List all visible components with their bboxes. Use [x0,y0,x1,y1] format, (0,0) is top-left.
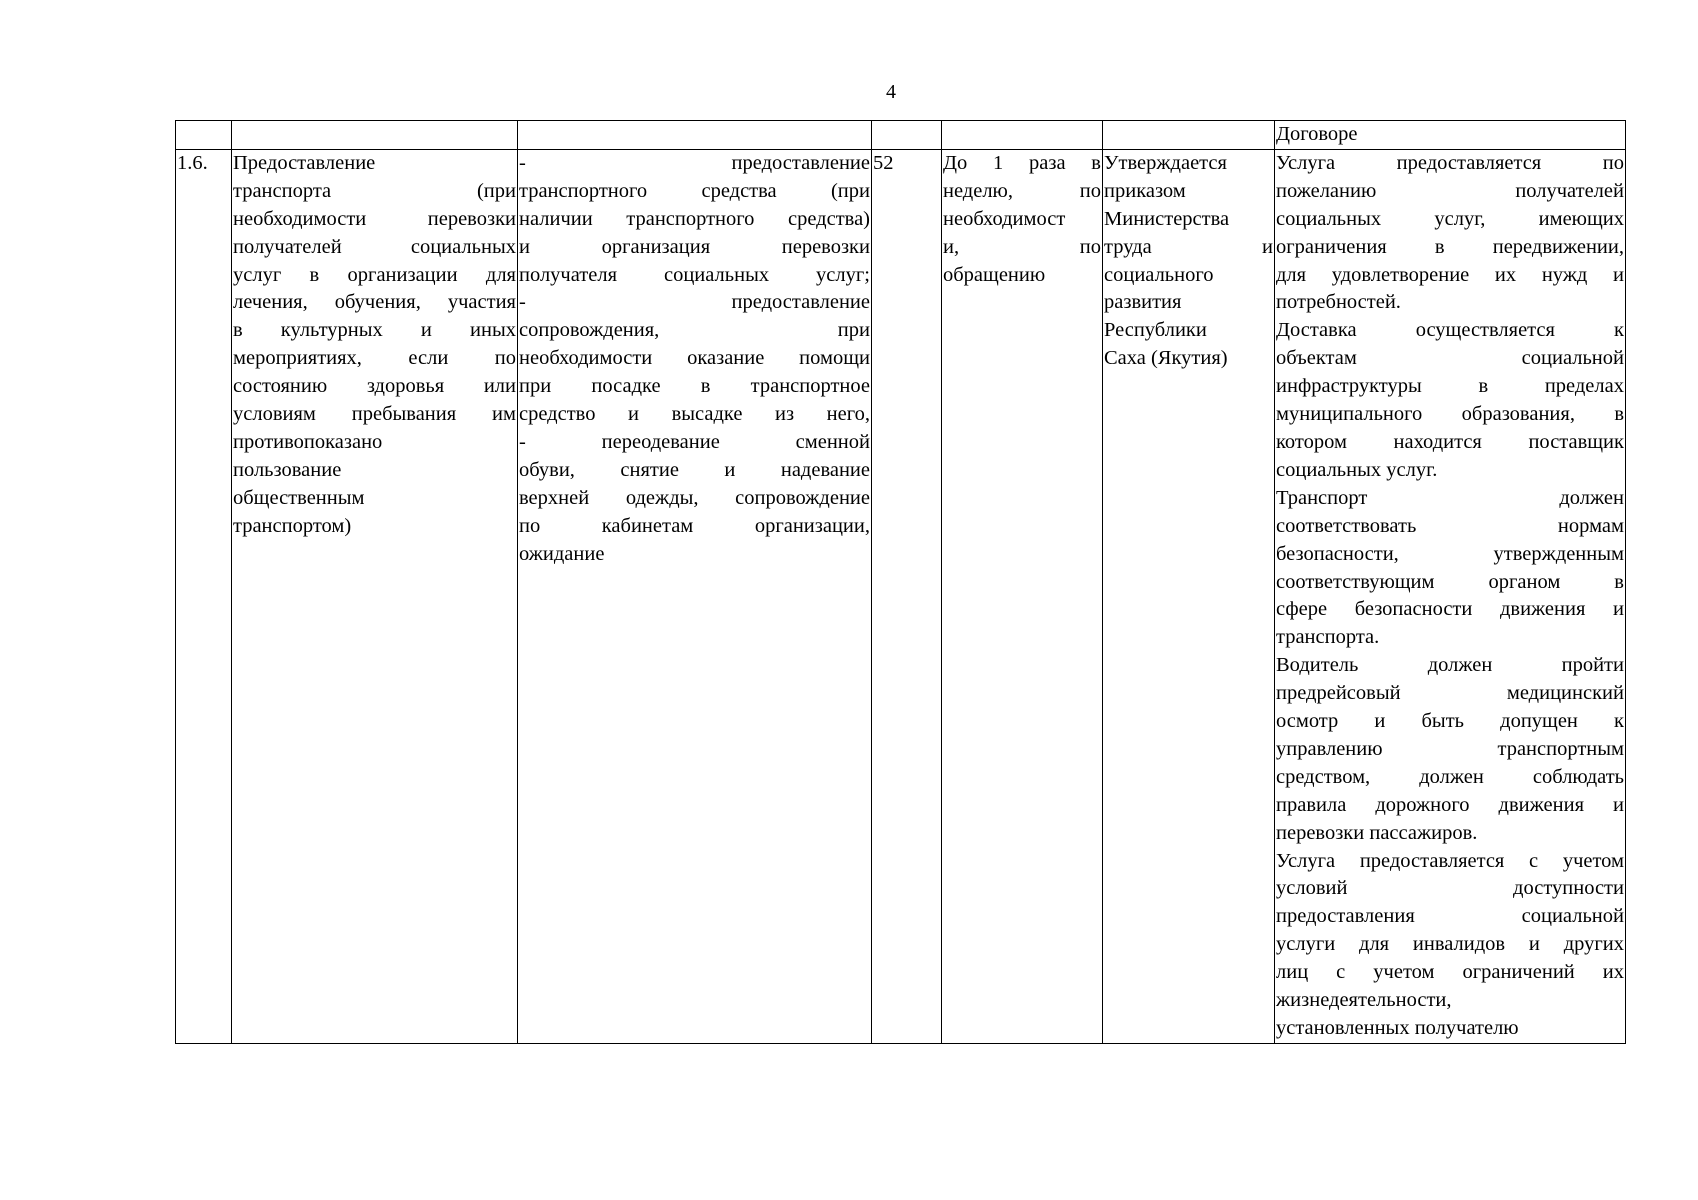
text-line: - переодевание сменной [519,430,870,453]
text-line: До 1 раза в [943,151,1101,174]
text-line: обуви, снятие и надевание [519,458,870,481]
text-line: при посадке в транспортное [519,375,870,398]
text-line: средством, должен соблюдать [1276,765,1624,788]
text-line: мероприятиях, если по [233,347,516,370]
condition-paragraph [1276,848,1624,1043]
text-line: установленных получателю [1276,1017,1519,1039]
text-line: труда и [1104,235,1273,258]
text-line: ожидание [519,542,605,565]
text-line: Услуга предоставляется по [1276,151,1624,174]
text-line: Предоставление [233,151,376,174]
service-row [176,149,1626,1043]
text-line: для удовлетворение их нужд и [1276,263,1624,286]
text-line: пользование [233,458,342,481]
tariff-cell [1103,149,1275,1043]
text-line: транспорта. [1276,626,1380,649]
text-line: - предоставление [519,151,870,174]
text-line: предоставления социальной [1276,905,1624,928]
text-line: развития [1104,291,1182,314]
text-line: необходимости перевозки [233,207,516,230]
text-line: необходимост [943,207,1066,230]
cell-empty-5 [942,121,1103,150]
text-line: лечения, обучения, участия [233,291,516,314]
text-line: транспортом) [233,514,352,537]
text-line: условиям пребывания им [233,403,516,426]
cell-continuation-text: Договоре [1275,121,1626,150]
condition-paragraph [1276,485,1624,652]
services-table [175,120,1626,1044]
text-line: приказом [1104,179,1186,202]
frequency-cell [942,149,1103,1043]
service-description-cell [518,149,872,1043]
text-line: транспорта (при [233,179,516,202]
cell-empty-2 [232,121,518,150]
text-line: по кабинетам организации, [519,514,870,537]
text-line: осмотр и быть допущен к [1276,710,1624,733]
condition-paragraph [1276,317,1624,484]
text-line: неделю, по [943,179,1101,202]
text-line: Транспорт должен [1276,486,1624,509]
text-line: Доставка осуществляется к [1276,319,1624,342]
text-line: ограничения в передвижении, [1276,235,1624,258]
service-name-cell [232,149,518,1043]
text-line: правила дорожного движения и [1276,793,1624,816]
text-line: и организация перевозки [519,235,870,258]
text-line: услуг в организации для [233,263,516,286]
text-line: состоянию здоровья или [233,375,516,398]
text-line: Республики [1104,319,1207,342]
text-line: Министерства [1104,207,1230,230]
text-line: и, по [943,235,1101,258]
text-line: лиц с учетом ограничений их [1276,961,1624,984]
text-line: Саха (Якутия) [1104,347,1228,370]
text-line: соответствовать нормам [1276,514,1624,537]
text-line: верхней одежды, сопровождение [519,486,870,509]
text-line: котором находится поставщик [1276,430,1624,453]
text-line: получателя социальных услуг; [519,263,870,286]
text-line: наличии транспортного средства) [519,207,870,230]
condition-paragraph [1276,150,1624,317]
cell-empty-3 [518,121,872,150]
text-line: перевозки пассажиров. [1276,821,1478,844]
text-line: общественным [233,486,365,509]
cell-empty-1 [176,121,232,150]
text-line: соответствующим органом в [1276,570,1624,593]
text-line: в культурных и иных [233,319,516,342]
text-line: необходимости оказание помощи [519,347,870,370]
text-line: получателей социальных [233,235,516,258]
text-line: Услуга предоставляется с учетом [1276,849,1624,872]
conditions-cell [1275,149,1626,1043]
text-line: сопровождения, при [519,319,870,342]
text-line: жизнедеятельности, [1276,989,1452,1012]
text-line: Водитель должен пройти [1276,654,1624,677]
text-line: безопасности, утвержденным [1276,542,1624,565]
text-line: предрейсовый медицинский [1276,682,1624,705]
text-line: транспортного средства (при [519,179,870,202]
text-line: средство и высадке из него, [519,403,870,426]
text-line: объектам социальной [1276,347,1624,370]
text-line: социальных услуг. [1276,458,1438,481]
text-line: пожеланию получателей [1276,179,1624,202]
condition-paragraph [1276,652,1624,847]
text-line: социального [1104,263,1214,286]
continuation-row [176,121,1626,150]
text-line: социальных услуг, имеющих [1276,207,1624,230]
text-line: услуги для инвалидов и других [1276,933,1624,956]
cell-empty-4 [872,121,942,150]
text-line: потребностей. [1276,291,1401,314]
text-line: инфраструктуры в пределах [1276,375,1624,398]
text-line: управлению транспортным [1276,737,1624,760]
text-line: - предоставление [519,291,870,314]
text-line: условий доступности [1276,877,1624,900]
text-line: противопоказано [233,430,383,453]
text-line: Утверждается [1104,151,1227,174]
text-line: сфере безопасности движения и [1276,598,1624,621]
text-line: муниципального образования, в [1276,403,1624,426]
page-number: 4 [886,81,896,103]
text-line: обращению [943,263,1046,286]
cell-empty-6 [1103,121,1275,150]
row-number: 1.6. [176,149,232,1043]
time-norm-cell: 52 [872,149,942,1043]
